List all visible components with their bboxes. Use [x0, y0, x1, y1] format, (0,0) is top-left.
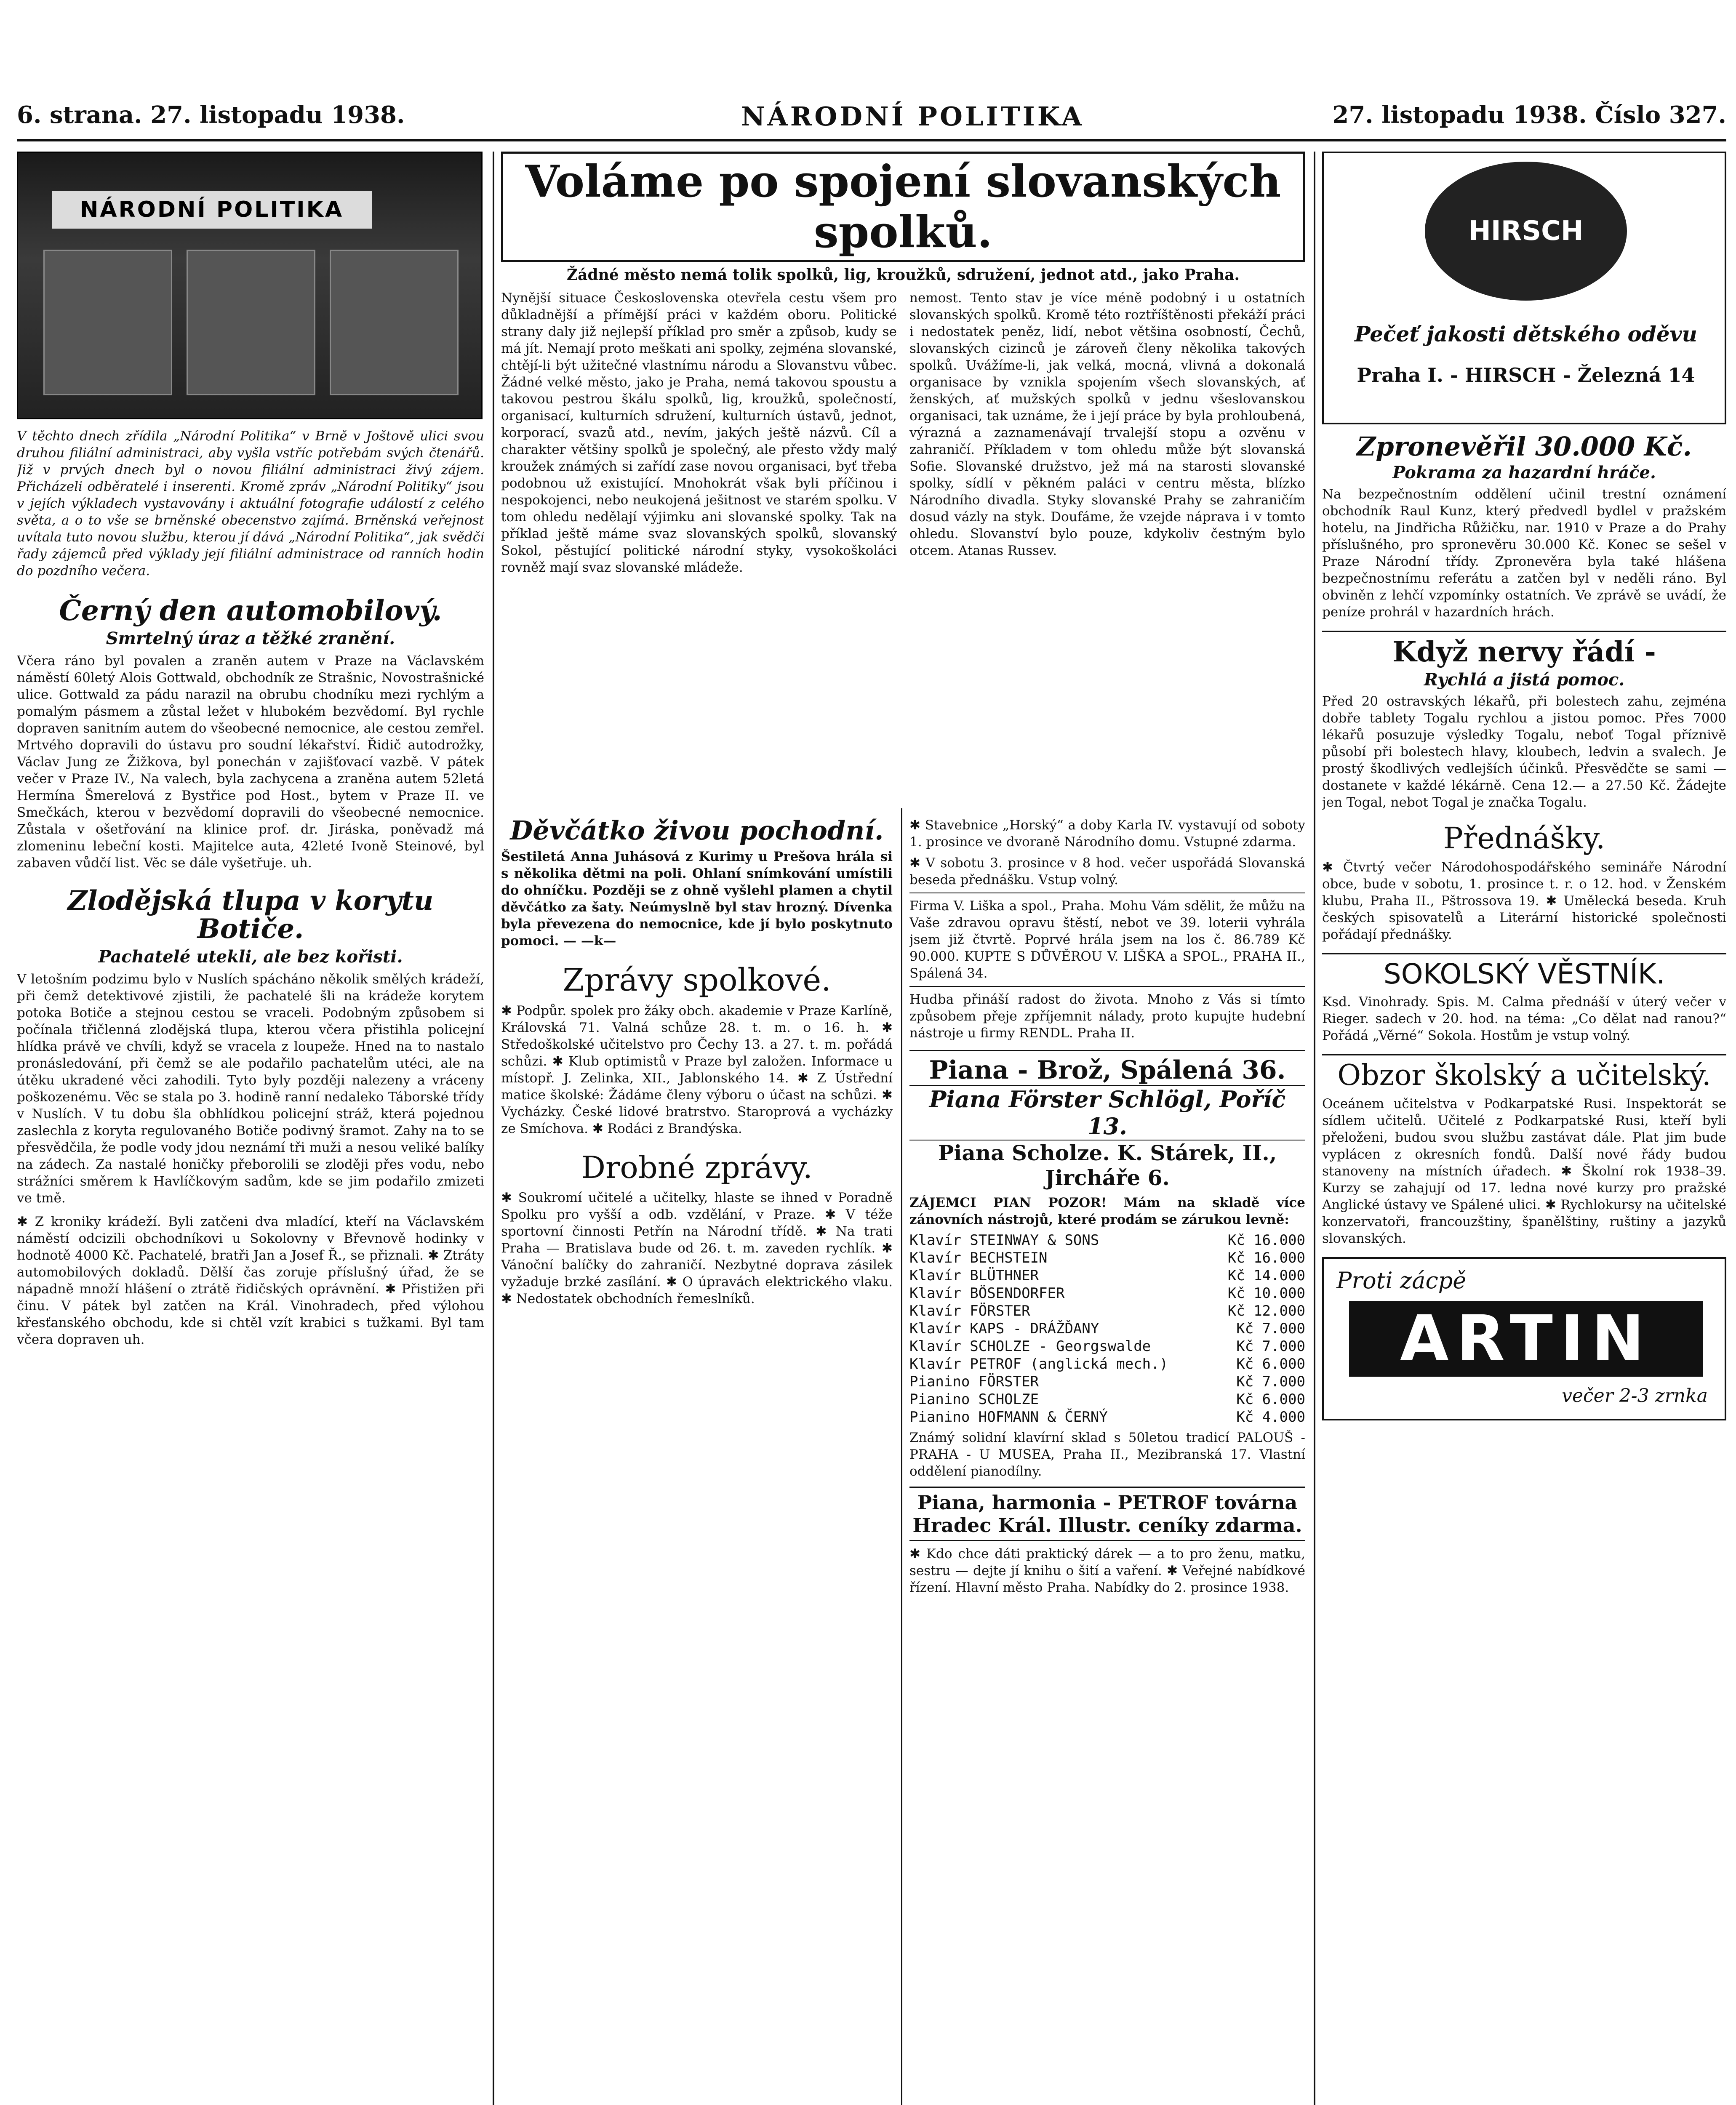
piano-list-item: [909, 1338, 1305, 1355]
section-title: Zprávy spolkové.: [563, 962, 831, 999]
column-1: [17, 152, 484, 2105]
article-subtitle: Pokrama za hazardní hráče.: [1392, 463, 1656, 483]
harmonium-ad: Piana, harmonia - PETROF továrna Hradec Král. Illustr. ceníky zdarma.: [909, 1487, 1305, 1541]
piano-name: Klavír BÖSENDORFER: [909, 1285, 1065, 1302]
masthead-title: NÁRODNÍ POLITIKA: [741, 101, 1085, 132]
artin-logo: ARTIN: [1349, 1301, 1703, 1377]
piano-price: Kč 14.000: [1227, 1267, 1305, 1284]
section-title: Přednášky.: [1443, 821, 1605, 856]
piano-name: Klavír FÖRSTER: [909, 1303, 1030, 1319]
section-body: ✱ Podpůr. spolek pro žáky obch. akademie v Praze Karlíně, Královská 71. Valná schůze 28. t. m. o 16. h. ✱ Středoškolské učitelstvo pro Čechy 13. a 27. t. m. pořádá schůzi. ✱ Klub optimistů v Praze byl založen. Informace u místopř. J. Zelinka, XII., Jablonského 14. ✱ Z Ústřední matice školské: Žádáme členy výboru o účast na schůzi. ✱ Vycházky. České lidové bratrstvo. Staroprová a vycházky ze Smíchova. ✱ Rodáci z Brandýska.: [501, 1003, 893, 1137]
piano-price-list: [909, 1231, 1305, 1426]
piano-list-item: [909, 1284, 1305, 1302]
artin-ad-tagline: Proti zácpě: [1336, 1267, 1467, 1294]
piano-price: Kč 7.000: [1236, 1338, 1305, 1355]
piano-name: Pianino FÖRSTER: [909, 1373, 1039, 1390]
piano-price: Kč 4.000: [1236, 1409, 1305, 1426]
section-title: Obzor školský a učitelský.: [1322, 1054, 1726, 1092]
piano-list-item: [909, 1320, 1305, 1338]
column-rule: [901, 808, 902, 2105]
piano-list-item: [909, 1408, 1305, 1426]
lead-title: Voláme po spojení slovanských spolků.: [501, 152, 1305, 262]
lead-body-left: Nynější situace Československa otevřela cestu všem pro důkladnější a přímější práci v každém oboru. Politické strany daly již nejlepší příklad pro směr a způsob, kudy se má jít. Nemají proto meškati ani spolky, zejména slovanské, chtějí-li být užitečné vlastnímu národu a Slovanstvu vůbec. Žádné velké město, jako je Praha, nemá takovou spoustu a takovou pestrou škálu spolků, lig, kroužků, společností, organisací, kulturních sdružení, kulturních ústavů, jednot, korporací, svazů atd., nevím, jakých ještě názvů. Cíl a charakter většiny spolků je společný, ale přesto vždy malý kroužek známých si zařídí zase novou organisaci, byť třeba podobnou už existující. Mnohokrát však byli příčinou i nespokojenci, nebo neukojená ješitnost ve starém spolku. V tom ohledu nedělají výjimku ani slovanské spolky. Tak na příklad ještě máme svaz slovanských spolků, slovanský Sokol, pěstující politické národní styky, vysokoškoláci rovněž mají svaz slovanské mládeže.: [501, 290, 897, 575]
shop-window: [330, 250, 459, 395]
piano-list-item: [909, 1355, 1305, 1373]
piano-name: Pianino SCHOLZE: [909, 1391, 1039, 1408]
hirsch-ad: [1322, 152, 1726, 424]
piano-name: Klavír BLÜTHNER: [909, 1267, 1039, 1284]
section-title: SOKOLSKÝ VĚSTNÍK.: [1322, 953, 1726, 990]
piano-price: Kč 6.000: [1236, 1391, 1305, 1408]
section-body: Ksd. Vinohrady. Spis. M. Calma přednáší v úterý večer v Rieger. sadech v 20. hod. na téma: „Co dělat nad ranou?“ Pořádá „Věrné“ Sokola. Hostům je vstup volný.: [1322, 994, 1726, 1044]
shop-window: [187, 250, 315, 395]
music-ad: Hudba přináší radost do života. Mnoho z Vás si tímto způsobem přeje zpříjemnit nálady, proto kupujte hudební nástroje u firmy RENDL. Praha II.: [909, 986, 1305, 1042]
piano-price: Kč 6.000: [1236, 1356, 1305, 1372]
section-body: ✱ Čtvrtý večer Národohospodářského semináře Národní obce, bude v sobotu, 1. prosince t. r. o 12. hod. v Ženském klubu, Praha II., Pštrossova 19. ✱ Umělecká beseda. Kruh českých spisovatelů a Literární historické společnosti pořádají přednášky.: [1322, 860, 1726, 943]
piano-price: Kč 16.000: [1227, 1232, 1305, 1249]
issue-info: 27. listopadu 1938. Číslo 327.: [1332, 101, 1726, 129]
piano-name: Klavír SCHOLZE - Georgswalde: [909, 1338, 1151, 1355]
article-body: Včera ráno byl povalen a zraněn autem v Praze na Václavském náměstí 60letý Alois Gottwald, obchodník ze Strašnic, Novostrašnické ulice. Gottwald za pádu narazil na obrubu chodníku mezi rychlým a pomalým pásmem a zůstal ležet v hlubokém bezvědomí. Byl rychle dopraven sanitním autem do všeobecné nemocnice, ale cestou zemřel. Mrtvého dopravili do ústavu pro soudní lékařství. Řidič autodrožky, Václav Jung ze Žižkova, byl ponechán v zajišťovací vazbě. V pátek večer v Praze IV., Na valech, byla zachycena a zraněna autem 52letá Hermína Šmerelová z Bystřice pod Host., bytem v Praze II. ve Smečkách, kterou v bezvědomí dopravili do všeobecné nemocnice. Zůstala v ošetřování na klinice prof. dr. Jiráska, poněvadž má zlomeninu lebeční kosti. Majitelce auta, 42leté Ivoně Steinové, byl zabaven vůdčí list. Věc se dále vyšetřuje. uh.: [17, 653, 484, 871]
column-rule: [1314, 152, 1315, 2105]
page-number: 6. strana. 27. listopadu 1938.: [17, 101, 405, 129]
column-4: [1322, 152, 1726, 2105]
article-title: Černý den automobilový.: [59, 594, 442, 627]
article-title: Děvčátko živou pochodní.: [510, 817, 884, 846]
piano-price: Kč 7.000: [1236, 1373, 1305, 1390]
small-notice: ✱ V sobotu 3. prosince v 8 hod. večer uspořádá Slovanská beseda přednášku. Vstup volný.: [909, 855, 1305, 887]
shop-window: [43, 250, 172, 395]
lead-article: [501, 152, 1305, 800]
article-title: Zlodějská tlupa v korytu Botiče.: [67, 885, 434, 945]
article-subtitle: Smrtelný úraz a těžké zranění.: [106, 629, 395, 649]
togal-ad-subtitle: Rychlá a jistá pomoc.: [1424, 670, 1625, 690]
newspaper-office-photo: [17, 152, 483, 419]
piano-list-item: [909, 1302, 1305, 1320]
article-body: Na bezpečnostním oddělení učinil trestní oznámení obchodník Raul Kunz, který předvedl bydlel v pražském hotelu, na Jindřicha Růžičku, nar. 1910 v Praze a do Prahy příslušného, pro spronevěru 30.000 Kč. Konec se sešel v Praze Národní třídy. Zpronevěra byla také hlášena bezpečnostnímu referátu a zatčen byl v neděli ráno. Byl obviněn z lehčí vzpomínky ostatních. Ve zprávě se uvádí, že peníze prohrál v hazardních hrách.: [1322, 487, 1726, 620]
section-body: Oceánem učitelstva v Podkarpatské Rusi. Inspektorát se sídlem učitelů. Učitelé z Podkarpatské Rusi, kteří byli přeloženi, budou svou službu zastávat dále. Plat jim bude vyplácen z okresních fondů. Další nové řády budou stanoveny na místních úřadech. ✱ Školní rok 1938–39. Kurzy se zahajují od 17. ledna nové kurzy pro pražské Anglické ústavy ve Spálené ulici. ✱ Rychlokursy na učitelské konzervatoři, francouzštiny, španělštiny, ruštiny a jazyků slovanských.: [1322, 1096, 1726, 1247]
piano-list-item: [909, 1267, 1305, 1284]
piano-name: Klavír KAPS - DRÁŽĎANY: [909, 1320, 1099, 1337]
section-title: Drobné zprávy.: [581, 1150, 813, 1186]
piano-price: Kč 12.000: [1227, 1303, 1305, 1319]
piano-name: Klavír BECHSTEIN: [909, 1250, 1048, 1266]
piano-ad-tail: Známý solidní klavírní sklad s 50letou tradicí PALOUŠ - PRAHA - U MUSEA, Praha II., Mezibranská 17. Vlastní oddělení pianodílny.: [909, 1430, 1305, 1479]
togal-ad-body: Před 20 ostravských lékařů, při bolestech zahu, zejména dobře tablety Togalu rychlou a jistou pomoc. Přes 7000 lékařů posuzuje výsledky Togalu, neboť Togal příznivě působí při bolestech hlavy, kloubech, ledvin a svalech. Je prostý škodlivých vedlejších účinků. Přesvědčte se sami — dostanete v každé lékárně. Cena 12.— a 27.50 Kč. Žádejte jen Togal, nebot Togal je značka Togalu.: [1322, 694, 1726, 810]
lottery-ad: Firma V. Liška a spol., Praha. Mohu Vám sdělit, že můžu na Vaše zdravou opravu štěstí, nebot ve 39. loterii vyhrála jsem již čtvrtě. Poprvé hrála jsem na los č. 86.789 Kč 90.000. KUPTE S DŮVĚROU V. LIŠKA a SPOL., PRAHA II., Spálená 34.: [909, 893, 1305, 982]
small-notice: ✱ Stavebnice „Horský“ a doby Karla IV. vystavují od soboty 1. prosince ve dvoraně Národního domu. Vstupné zdarma.: [909, 818, 1305, 850]
column-rule: [493, 152, 494, 2105]
piano-price: Kč 16.000: [1227, 1250, 1305, 1266]
article-subtitle: Pachatelé utekli, ale bez kořisti.: [98, 946, 403, 967]
hirsch-slogan: Pečeť jakosti dětského oděvu: [1354, 322, 1698, 346]
piano-name: Pianino HOFMANN & ČERNÝ: [909, 1409, 1108, 1426]
page-header: [17, 101, 1726, 141]
togal-ad-title: Když nervy řádí -: [1322, 631, 1726, 668]
photo-caption: V těchto dnech zřídila „Národní Politika“ v Brně v Joštově ulici svou druhou filiální administraci, aby vyšla vstříc potřebám svých čtenářů. Již v prvých dnech byl o novou filiální administraci živý zájem. Přicházeli odběratelé i inserenti. Kromě zpráv „Národní Politiky“ jsou v jejích výkladech vystavovány i aktuální fotografie událostí z celého světa, a o to vše se brněnské obecenstvo zajímá. Brněnská veřejnost uvítala tuto novou službu, kterou jí dává „Národní Politika“, jak svědčí řady zájemců před výklady její filiální administrace od ranních hodin do pozdního večera.: [17, 429, 484, 578]
piano-list-item: [909, 1249, 1305, 1267]
piano-intro: ZÁJEMCI PIAN POZOR! Mám na skladě více zánovních nástrojů, které prodám se zárukou levně:: [909, 1195, 1305, 1227]
piano-list-item: [909, 1373, 1305, 1391]
article-body: ✱ Z kroniky krádeží. Byli zatčeni dva mladící, kteří na Václavském náměstí odcizili obchodníkovi u Sokolovny v Břevnově hodinky v hodnotě 4000 Kč. Pachatelé, bratři Jan a Josef Ř., se přiznali. ✱ Ztráty automobilových dokladů. Dělší čas zoruje příslušný úřad, že se nápadně množí hlášení o ztrátě řidičských oprávnění. ✱ Přistižen při činu. V pátek byl zatčen na Král. Vinohradech, před výlohou křesťanského obchodu, kde si chtěl vzít krabici s tužkami. Byl tam včera dopraven uh.: [17, 1214, 484, 1347]
hirsch-seal-icon: HIRSCH: [1425, 162, 1627, 301]
artin-ad-dosage: večer 2-3 zrnka: [1562, 1385, 1708, 1407]
piano-ad-title: Piana Förster Schlögl, Poříč 13.: [909, 1085, 1305, 1140]
piano-name: Klavír PETROF (anglická mech.): [909, 1356, 1168, 1372]
column-3: [909, 817, 1305, 2105]
photo-sign: NÁRODNÍ POLITIKA: [52, 191, 372, 229]
piano-price: Kč 7.000: [1236, 1320, 1305, 1337]
piano-ad-title: Piana Scholze. K. Stárek, II., Jircháře 6.: [909, 1140, 1305, 1190]
section-body: ✱ Soukromí učitelé a učitelky, hlaste se ihned v Poradně Spolku pro vyšší a odb. vzdělání, v Praze. ✱ V téže sportovní činnosti Petřín na Národní třídě. ✱ Na trati Praha — Bratislava bude od 26. t. m. zaveden rychlík. ✱ Vánoční balíčky do zahraničí. Nezbytné doprava zásilek vyžaduje brzké zasílání. ✱ O úpravách elektrického vlaku. ✱ Nedostatek obchodních řemeslníků.: [501, 1190, 893, 1307]
article-body: Šestiletá Anna Juhásová z Kurimy u Prešova hrála si s několika dětmi na poli. Ohlaní snímkování umístili do ohníčku. Později se z ohně vyšlehl plamen a chytil děvčátko za šaty. Neúmyslně byl stav hrozný. Dívenka byla převezena do nemocnice, kde jí bylo poskytnuto pomoci. — —k—: [501, 849, 893, 949]
lead-subtitle: Žádné město nemá tolik spolků, lig, kroužků, sdružení, jednot atd., jako Praha.: [566, 266, 1240, 284]
piano-price: Kč 10.000: [1227, 1285, 1305, 1302]
small-notice: ✱ Kdo chce dáti praktický dárek — a to pro ženu, matku, sestru — dejte jí knihu o šití a vaření. ✱ Veřejné nabídkové řízení. Hlavní město Praha. Nabídky do 2. prosince 1938.: [909, 1546, 1305, 1595]
piano-list-item: [909, 1391, 1305, 1408]
article-body: V letošním podzimu bylo v Nuslích spácháno několik smělých krádeží, při čemž detektivové zjistili, že pachatelé šli na krádeže korytem potoka Botiče a stejnou cestou se vraceli. Podobným způsobem si počínala třičlenná zlodějská tlupa, kterou včera přistihla policejní hlídka právě ve chvíli, když se vracela z loupeže. Hned na to nastalo pronásledování, při čemž se ale podařilo pachatelům utéci, ale na útěku ukradené věci zahodili. Tyto byly později nalezeny a vráceny poškozenému. Věc se stala po 3. hodině ranní nedaleko Táborské třídy v Nuslích. V tu dobu šla obhlídkou policejní stráž, která pojednou zaslechla z koryta regulovaného Botiče podivný šramot. Zahy na to se přesvědčila, že podle vody jdou neznámí tři muži a nesou veliké balíky na zádech. Za nastalé honičky přeborolili se zloději přes vodu, nebo strážníci směrem k Havlíčkovým sadům, kde se jim podařilo zmizeti ve tmě.: [17, 971, 484, 1206]
piano-list-item: [909, 1231, 1305, 1249]
piano-name: Klavír STEINWAY & SONS: [909, 1232, 1099, 1249]
lead-body-right: nemost. Tento stav je více méně podobný i u ostatních slovanských spolků. Kromě této roztříštěnosti překáží práci i nedostatek peněz, lidí, nebot většina osobností, Čechů, slovanských cizinců je zároveň členy několika takových spolků. Uvážíme-li, jak velká, mocná, vlivná a dokonalá organisace by vznikla spojením všech slovanských, ať ženských, ať mužských spolků v jednu všeslovanskou organisaci, tak uznáme, že i její práce by byla prohloubená, výrazná a zaznamenávají trvalejší stopu a ozvěnu v zahraničí. Příkladem v tom ohledu může být slovanská Sofie. Slovanské družstvo, jež má na starosti slovanské spolky, sídlí v pěkném paláci v centru města, blízko Národního divadla. Styky slovanské Prahy se zahraničím dosud vázly na styk. Doufáme, že vzejde náprava i v tomto ohledu. Slovanství bylo pouze, kdykoliv čestným bylo otcem. Atanas Russev.: [909, 290, 1305, 558]
hirsch-address: Praha I. - HIRSCH - Železná 14: [1357, 364, 1695, 386]
column-2: [501, 817, 893, 2105]
piano-ad-title: Piana - Brož, Spálená 36.: [909, 1050, 1305, 1085]
artin-ad: [1322, 1257, 1726, 1420]
article-title: Zpronevěřil 30.000 Kč.: [1356, 431, 1692, 462]
